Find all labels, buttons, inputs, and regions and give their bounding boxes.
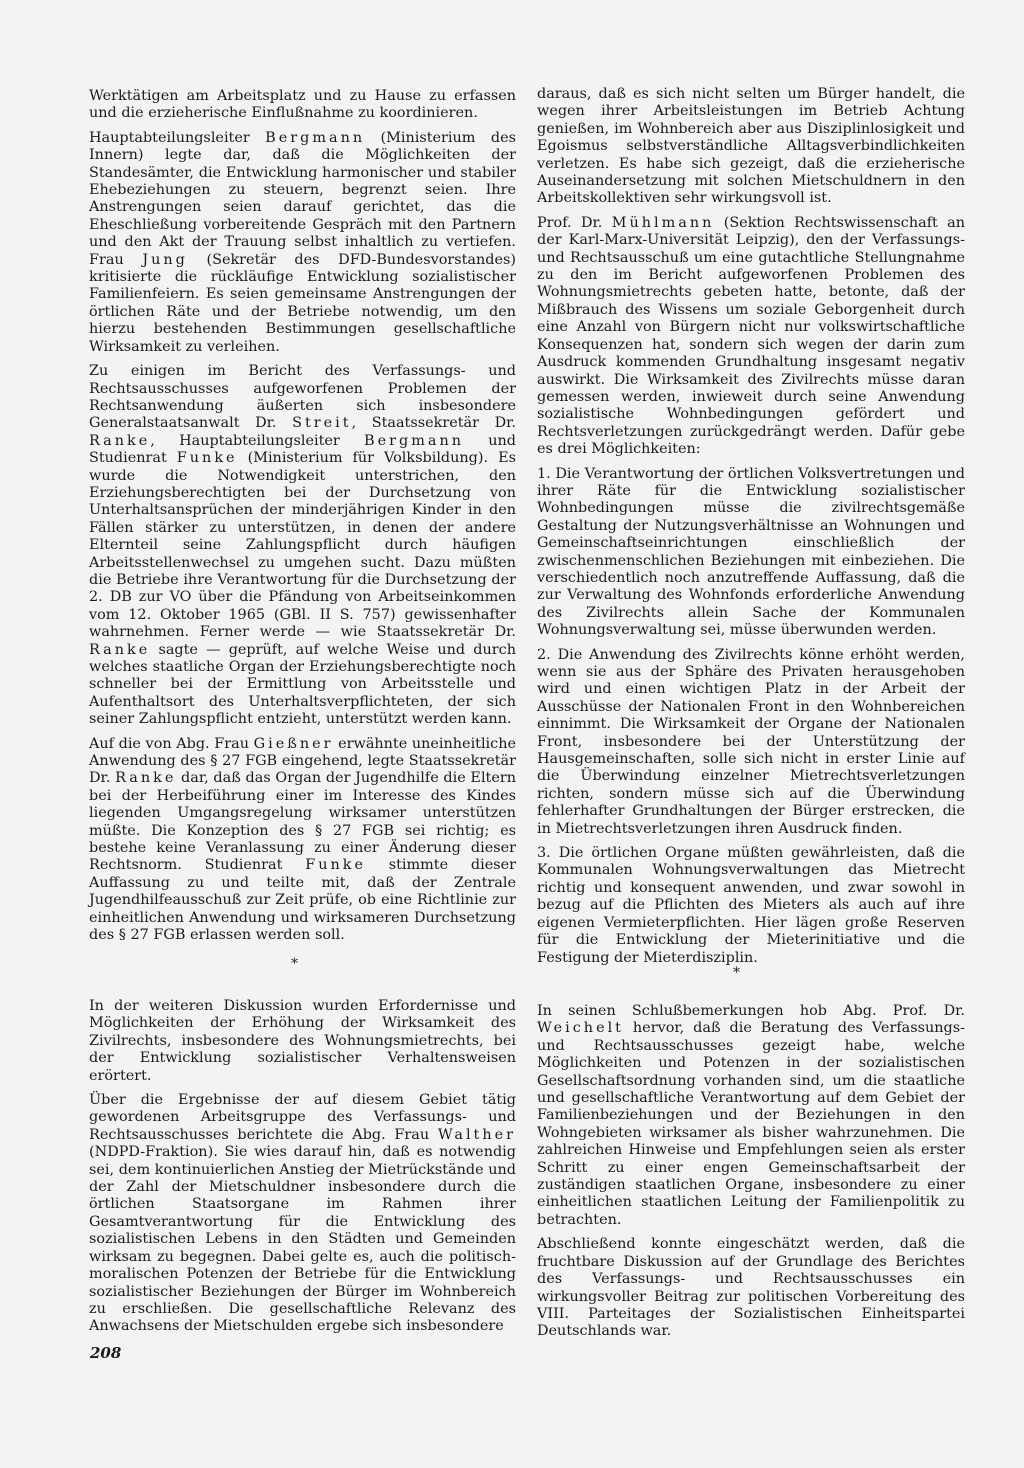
paragraph: Auf die von Abg. Frau Gießner erwähnte uneinheitliche Anwendung des § 27 FGB eingehend, legte Staatssekretär Dr. Ranke dar, daß das Organ der Jugendhilfe die Eltern bei der Herbeiführung einer im Interesse des Kindes liegenden Umgangsregelung wirksamer unterstützen müßte. Die Konzeption des § 27 FGB sei richtig; es bestehe keine Veranlassung zu einer Änderung dieser Rechtsnorm. Studienrat Funke stimmte dieser Auffassung zu und teilte mit, daß der Zentrale Jugendhilfeausschuß zur Zeit prüfe, ob eine Richtlinie zur einheitlichen Anwendung und wirksameren Durchsetzung des § 27 FGB erlassen werden soll. [89,735,517,944]
spaced-name: Ranke [89,641,151,658]
section-separator: * [291,956,298,972]
right-column-bottom [537,1003,965,1348]
paragraph: Über die Ergebnisse der auf diesem Gebiet tätig gewordenen Arbeitsgruppe des Verfassungs- und Rechtsausschusses berichtete die Abg. Frau Walther (NDPD-Fraktion). Sie wies darauf hin, daß es notwendig sei, dem kontinuierlichen Anstieg der Mietrückstände und der Zahl der Mietschuldner insbesondere durch die örtlichen Staatsorgane im Rahmen ihrer Gesamtverantwortung für die Entwicklung des sozialistischen Lebens in den Städten und Gemeinden wirksam zu begegnen. Dabei gelte es, auch die politisch-moralischen Potenzen der Betriebe für die Entwicklung sozialistischer Beziehungen der Bürger im Wohnbereich zu erschließen. Die gesellschaftliche Relevanz des Anwachsens der Mietschulden ergebe sich insbesondere [89,1092,516,1335]
spaced-name: Funke [305,857,366,874]
paragraph: 1. Die Verantwortung der örtlichen Volksvertretungen und ihrer Räte für die Entwicklung sozialistischer Wohnbedingungen müsse die zivilrechtsgemäße Gestaltung der Nutzungsverhältnisse an Wohnungen und Gemeinschaftseinrichtungen einschließlich der zwischenmenschlichen Beziehungen mit einbeziehen. Die verschiedentlich noch anzutreffende Auffassung, daß die zur Verwaltung des Wohnfonds erforderliche Anwendung des Zivilrechts allein Sache der Kommunalen Wohnungsverwaltung sei, müsse überwunden werden. [537,465,965,639]
spaced-name: Funke [176,450,238,467]
paragraph: Prof. Dr. Mühlmann (Sektion Rechtswissenschaft an der Karl-Marx-Universität Leipzig), den der Verfassungs- und Rechtsausschuß um eine gutachtliche Stellungnahme zu den im Bericht aufgeworfenen Problemen des Wohnungsmietrechts gebeten hatte, betonte, daß der Mißbrauch des Wissens um soziale Geborgenheit durch eine Anzahl von Bürgern nicht nur volkswirtschaftliche Konsequenzen hat, sondern sich wegen der darin zum Ausdruck kommenden Grundhaltung insgesamt negativ auswirkt. Die Wirksamkeit des Zivilrechts müsse daran gemessen werden, inwieweit durch seine Anwendung sozialistische Wohnbedingungen gefördert und Rechtsverletzungen zurückgedrängt werden. Dafür gebe es drei Möglichkeiten: [537,214,965,458]
paragraph: 3. Die örtlichen Organe müßten gewährleisten, daß die Kommunalen Wohnungsverwaltungen das Mietrecht richtig und konsequent anwenden, und zwar sowohl in bezug auf die Pflichten des Mieters als auch auf ihre eigenen Vermieterpflichten. Hier lägen große Reserven für die Entwicklung der Mieterinitiative und die Festigung der Mieterdisziplin. [537,845,965,966]
spaced-name: Walther [437,1126,516,1143]
paragraph: daraus, daß es sich nicht selten um Bürger handelt, die wegen ihrer Arbeitsleistungen im Betrieb Achtung genießen, im Wohnbereich aber aus Disziplinlosigkeit und Egoismus selbstverständliche Alltagsverbindlichkeiten verletzen. Es habe sich gezeigt, daß die erzieherische Auseinandersetzung mit solchen Mietschuldnern in den Arbeitskollektiven sehr wirkungsvoll ist. [537,86,965,207]
paragraph: Abschließend konnte eingeschätzt werden, daß die fruchtbare Diskussion auf der Grundlage des Berichtes des Verfassungs- und Rechtsausschusses ein wirkungsvoller Beitrag zur politischen Vorbereitung des VIII. Parteitages der Sozialistischen Einheitspartei Deutschlands war. [537,1236,965,1340]
section-separator: * [733,965,740,981]
page-number: 208 [90,1344,122,1362]
spaced-name: Ranke [89,432,151,449]
spaced-name: Jung [142,251,188,268]
spaced-name: Gießner [253,735,334,752]
paragraph: Hauptabteilungsleiter Bergmann (Ministerium des Innern) legte dar, daß die Möglichkeiten der Standesämter, die Entwicklung harmonischer und stabiler Ehebeziehungen zu steuern, begrenzt seien. Ihre Anstrengungen seien darauf gerichtet, das die Eheschließung vorbereitende Gespräch mit den Partnern und den Akt der Trauung selbst inhaltlich zu vertiefen. Frau Jung (Sekretär des DFD-Bundesvorstandes) kritisierte die rückläufige Entwicklung sozialistischer Familienfeiern. Es seien gemeinsame Anstrengungen der örtlichen Räte und der Betriebe notwendig, um den hierzu bestehenden Bestimmungen gesellschaftliche Wirksamkeit zu verleihen. [89,129,516,355]
left-column-bottom [89,998,516,1343]
right-column-top [537,86,965,974]
spaced-name: Streit [292,415,352,432]
spaced-name: Bergmann [265,129,366,146]
paragraph: In seinen Schlußbemerkungen hob Abg. Prof. Dr. Weichelt hervor, daß die Beratung des Verfassungs- und Rechtsausschusses gezeigt habe, welche Möglichkeiten und Potenzen in der sozialistischen Gesellschaftsordnung vorhanden sind, um die staatliche und gesellschaftliche Verantwortung auf dem Gebiet der Familienbeziehungen und der Beziehungen in den Wohngebieten wirksamer als bisher wahrzunehmen. Die zahlreichen Hinweise und Empfehlungen seien als erster Schritt zu einer engen Gemeinschaftsarbeit der zuständigen staatlichen Organe, insbesondere zu einer einheitlichen staatlichen Leitung der Familienpolitik zu betrachten. [537,1003,965,1228]
spaced-name: Mühlmann [611,214,715,231]
spaced-name: Weichelt [537,1020,624,1037]
paragraph: 2. Die Anwendung des Zivilrechts könne erhöht werden, wenn sie aus der Sphäre des Privaten herausgehoben wird und einen wichtigen Platz in der Arbeit der Ausschüsse der Nationalen Front in den Wohnbereichen einnimmt. Die Wirksamkeit der Organe der Nationalen Front, insbesondere bei der Unterstützung der Hausgemeinschaften, solle sich nicht in erster Linie auf die Überwindung einzelner Mietrechtsverletzungen richten, sondern müsse sich auf die Überwindung fehlerhafter Grundhaltungen der Bürger erstrecken, die in Mietrechtsverletzungen ihren Ausdruck finden. [537,646,965,837]
left-column-top [89,88,516,952]
paragraph: Zu einigen im Bericht des Verfassungs- und Rechtsausschusses aufgeworfenen Problemen der Rechtsanwendung äußerten sich insbesondere Generalstaatsanwalt Dr. Streit, Staatssekretär Dr. Ranke, Hauptabteilungsleiter Bergmann und Studienrat Funke (Ministerium für Volksbildung). Es wurde die Notwendigkeit unterstrichen, den Erziehungsberechtigten bei der Durchsetzung von Unterhaltsansprüchen der minderjährigen Kinder in den Fällen stärker zu unterstützen, in denen der andere Elternteil seine Zahlungspflicht durch häufigen Arbeitsstellenwechsel zu umgehen sucht. Dazu müßten die Betriebe ihre Verantwortung für die Durchsetzung der 2. DB zur VO über die Pfändung von Arbeitseinkommen vom 12. Oktober 1965 (GBl. II S. 757) gewissenhafter wahrnehmen. Ferner werde — wie Staatssekretär Dr. Ranke sagte — geprüft, auf welche Weise und durch welches staatliche Organ der Erziehungsberechtigte noch schneller bei der Ermittlung von Arbeitsstelle und Aufenthaltsort des Unterhaltsverpflichteten, der sich seiner Zahlungspflicht entzieht, unterstützt werden kann. [89,363,516,728]
paragraph: Werktätigen am Arbeitsplatz und zu Hause zu erfassen und die erzieherische Einflußnahme zu koordinieren. [89,88,516,122]
spaced-name: Ranke [115,770,177,787]
spaced-name: Bergmann [364,432,464,449]
paragraph: In der weiteren Diskussion wurden Erfordernisse und Möglichkeiten der Erhöhung der Wirksamkeit des Zivilrechts, insbesondere des Wohnungsmietrechts, bei der Entwicklung sozialistischer Verhaltensweisen erörtert. [89,998,516,1084]
